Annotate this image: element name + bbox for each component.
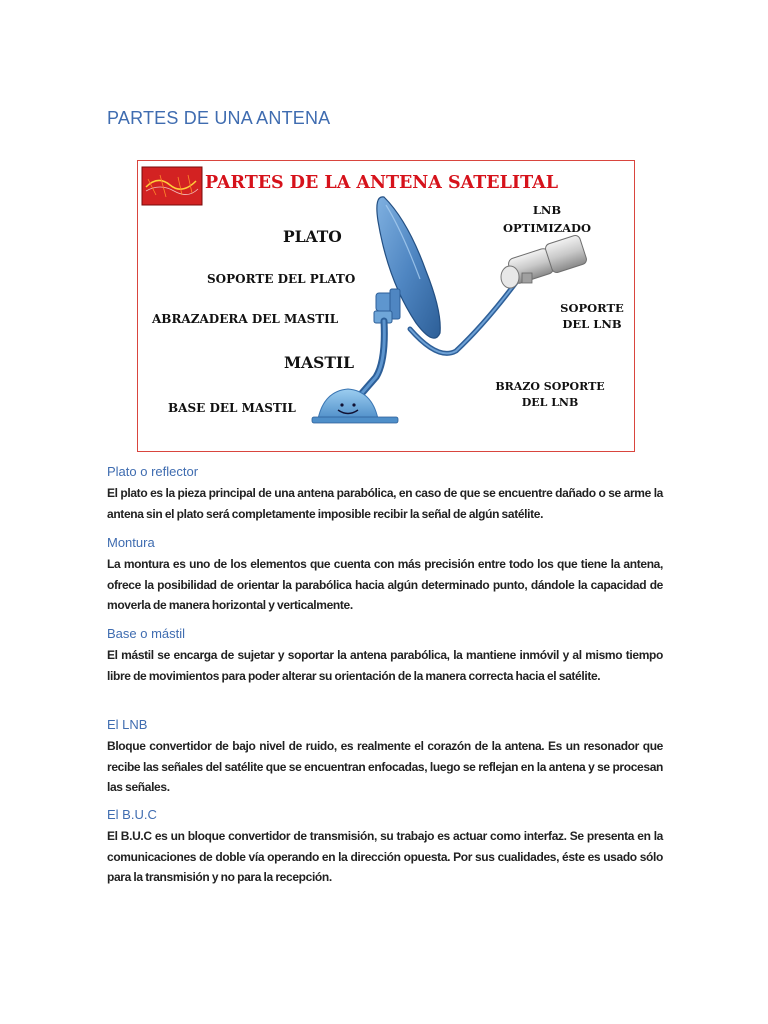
antenna-diagram [138, 161, 633, 450]
diagram-heading: PARTES DE LA ANTENA SATELITAL [205, 173, 559, 193]
section-body: La montura es uno de los elementos que cuenta con más precisión entre todo los que tiene la antena, ofrece la posibilidad de orientar la parabólica hacia algún determinado punto, dándole la capacidad de moverla de manera horizontal y verticalmente. [107, 557, 663, 612]
section-montura [107, 534, 663, 616]
label-lnb-optimizado: OPTIMIZADO [502, 221, 592, 235]
section-body: Bloque convertidor de bajo nivel de ruido, es realmente el corazón de la antena. Es un resonador que recibe las señales del satélite que se encuentran enfocadas, luego se reflejan en la antena y se procesan las señales. [107, 739, 663, 794]
section-mastil [107, 625, 663, 686]
label-lnb: LNB [532, 203, 562, 217]
label-brazo-1: BRAZO SOPORTE [495, 380, 605, 393]
label-base-mastil: BASE DEL MASTIL [168, 401, 296, 415]
dish-mount [374, 289, 400, 323]
lnb-optimizado [501, 234, 588, 288]
label-brazo-2: DEL LNB [521, 396, 579, 409]
label-soporte-lnb-1: SOPORTE [560, 301, 624, 315]
label-abrazadera: ABRAZADERA DEL MASTIL [152, 312, 339, 326]
section-body: El plato es la pieza principal de una antena parabólica, en caso de que se encuentre dañado o se arme la antena sin el plato será completamente imposible recibir la señal de algún satélite. [107, 486, 663, 521]
section-body: El B.U.C es un bloque convertidor de transmisión, su trabajo es actuar como interfaz. Se presenta en la comunicaciones de doble vía operando en la dirección opuesta. Por sus cualidades, éste es usado sólo para la transmisión y no para la recepción. [107, 829, 663, 884]
section-plato [107, 463, 663, 524]
page-title: PARTES DE UNA ANTENA [107, 108, 331, 128]
section-heading: Base o mástil [107, 626, 186, 641]
label-mastil: MASTIL [284, 353, 355, 372]
section-buc [107, 806, 663, 888]
label-plato: PLATO [283, 227, 342, 246]
section-heading: Plato o reflector [107, 464, 199, 479]
antenna-diagram-figure [137, 160, 635, 452]
section-heading: El B.U.C [107, 807, 157, 822]
brand-logo [142, 167, 202, 205]
section-heading: El LNB [107, 717, 148, 732]
label-soporte-plato: SOPORTE DEL PLATO [207, 272, 356, 286]
mast-base [312, 389, 398, 423]
section-heading: Montura [107, 535, 155, 550]
section-body: El mástil se encarga de sujetar y soportar la antena parabólica, la mantiene inmóvil y al mismo tiempo libre de movimientos para poder alterar su orientación de la manera correcta hacia el satélite. [107, 648, 663, 683]
label-soporte-lnb-2: DEL LNB [562, 317, 622, 331]
section-lnb [107, 716, 663, 798]
